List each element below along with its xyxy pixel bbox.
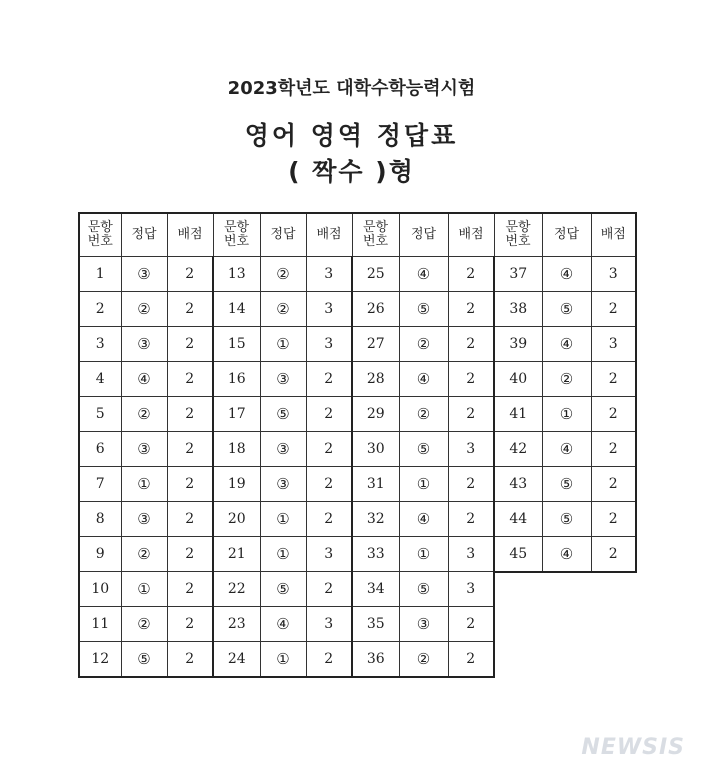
- table-row: [494, 327, 636, 362]
- answer-cell: ④: [121, 362, 167, 397]
- answer-cell: ②: [542, 362, 591, 397]
- points-cell: 2: [448, 502, 494, 537]
- answer-cell: ②: [121, 537, 167, 572]
- question-number: 43: [494, 467, 542, 502]
- table-row: [494, 432, 636, 467]
- points-cell: 2: [591, 292, 636, 327]
- points-cell: 2: [306, 432, 352, 467]
- table-row: [352, 292, 494, 327]
- table-row: [213, 257, 352, 292]
- points-cell: 3: [591, 257, 636, 292]
- table-row: [213, 572, 352, 607]
- table-row: [79, 537, 213, 572]
- question-number: 24: [213, 642, 260, 678]
- answer-cell: ②: [260, 257, 306, 292]
- table-row: [352, 572, 494, 607]
- question-number: 18: [213, 432, 260, 467]
- table-row: [79, 257, 213, 292]
- header-row: [213, 213, 352, 257]
- table-row: [79, 432, 213, 467]
- points-cell: 2: [167, 432, 213, 467]
- question-number: 31: [352, 467, 399, 502]
- question-number: 29: [352, 397, 399, 432]
- table-row: [352, 257, 494, 292]
- answer-cell: ③: [121, 327, 167, 362]
- points-cell: 2: [167, 327, 213, 362]
- number-header-line-1: 문항: [505, 220, 531, 235]
- table-row: [213, 642, 352, 678]
- points-cell: 2: [306, 642, 352, 678]
- question-number: 36: [352, 642, 399, 678]
- points-cell: 2: [591, 397, 636, 432]
- question-number: 41: [494, 397, 542, 432]
- points-header: 배점: [591, 213, 636, 257]
- question-number: 8: [79, 502, 121, 537]
- points-cell: 3: [448, 537, 494, 572]
- points-cell: 2: [306, 467, 352, 502]
- answer-cell: ②: [399, 327, 448, 362]
- question-number: 11: [79, 607, 121, 642]
- header-row: [79, 213, 213, 257]
- answer-cell: ⑤: [121, 642, 167, 678]
- table-row: [79, 502, 213, 537]
- answer-cell: ⑤: [260, 572, 306, 607]
- points-cell: 2: [167, 362, 213, 397]
- table-row: [213, 292, 352, 327]
- answer-cell: ①: [399, 467, 448, 502]
- answer-cell: ④: [399, 257, 448, 292]
- table-row: [79, 362, 213, 397]
- question-number: 23: [213, 607, 260, 642]
- table-row: [352, 502, 494, 537]
- answer-cell: ①: [260, 502, 306, 537]
- answer-cell: ①: [260, 537, 306, 572]
- question-number: 26: [352, 292, 399, 327]
- number-header-line-1: 문항: [87, 220, 113, 235]
- question-number: 19: [213, 467, 260, 502]
- answer-cell: ③: [121, 257, 167, 292]
- question-number: 38: [494, 292, 542, 327]
- question-number: 44: [494, 502, 542, 537]
- points-cell: 2: [167, 537, 213, 572]
- table-row: [494, 397, 636, 432]
- points-cell: 2: [591, 537, 636, 573]
- answer-cell: ⑤: [260, 397, 306, 432]
- exam-type-title: ( 짝수 )형: [288, 157, 415, 186]
- answer-cell: ③: [399, 607, 448, 642]
- answer-cell: ⑤: [399, 292, 448, 327]
- answer-cell: ②: [121, 397, 167, 432]
- answer-cell: ⑤: [542, 292, 591, 327]
- answer-cell: ③: [121, 432, 167, 467]
- answer-cell: ③: [260, 362, 306, 397]
- answer-header: 정답: [399, 213, 448, 257]
- table-row: [213, 432, 352, 467]
- answer-cell: ②: [121, 607, 167, 642]
- answer-cell: ①: [121, 467, 167, 502]
- answer-cell: ④: [542, 257, 591, 292]
- question-number: 30: [352, 432, 399, 467]
- points-cell: 2: [306, 362, 352, 397]
- answer-cell: ④: [542, 432, 591, 467]
- table-row: [494, 292, 636, 327]
- points-cell: 2: [167, 467, 213, 502]
- table-row: [494, 257, 636, 292]
- header-row: [352, 213, 494, 257]
- answer-header: 정답: [542, 213, 591, 257]
- question-number: 15: [213, 327, 260, 362]
- points-cell: 2: [167, 502, 213, 537]
- points-cell: 2: [591, 432, 636, 467]
- points-cell: 2: [448, 642, 494, 678]
- answer-block-1: [78, 212, 214, 678]
- table-row: [352, 607, 494, 642]
- answer-cell: ④: [260, 607, 306, 642]
- points-cell: 2: [448, 292, 494, 327]
- question-number: 20: [213, 502, 260, 537]
- answer-cell: ②: [399, 397, 448, 432]
- table-row: [494, 467, 636, 502]
- answer-block-2: [212, 212, 353, 678]
- table-row: [79, 292, 213, 327]
- table-row: [494, 537, 636, 573]
- question-number: 10: [79, 572, 121, 607]
- points-cell: 3: [306, 257, 352, 292]
- question-number: 6: [79, 432, 121, 467]
- question-number: 3: [79, 327, 121, 362]
- answer-cell: ②: [260, 292, 306, 327]
- points-cell: 2: [167, 642, 213, 678]
- points-header: 배점: [448, 213, 494, 257]
- points-cell: 3: [306, 537, 352, 572]
- points-cell: 2: [448, 327, 494, 362]
- answer-cell: ①: [260, 642, 306, 678]
- answer-cell: ②: [121, 292, 167, 327]
- number-header-line-2: 번호: [223, 234, 250, 249]
- table-row: [352, 362, 494, 397]
- points-cell: 3: [448, 432, 494, 467]
- table-row: [352, 642, 494, 678]
- table-row: [494, 362, 636, 397]
- answer-cell: ④: [399, 362, 448, 397]
- question-number: 34: [352, 572, 399, 607]
- points-cell: 2: [448, 607, 494, 642]
- question-number: 37: [494, 257, 542, 292]
- table-row: [213, 502, 352, 537]
- number-header: [494, 213, 542, 257]
- answer-cell: ①: [399, 537, 448, 572]
- question-number: 32: [352, 502, 399, 537]
- question-number: 45: [494, 537, 542, 573]
- table-row: [213, 327, 352, 362]
- table-row: [79, 467, 213, 502]
- points-cell: 3: [306, 292, 352, 327]
- points-cell: 2: [448, 257, 494, 292]
- question-number: 4: [79, 362, 121, 397]
- number-header-line-2: 번호: [505, 234, 531, 249]
- answer-cell: ②: [399, 642, 448, 678]
- question-number: 25: [352, 257, 399, 292]
- question-number: 17: [213, 397, 260, 432]
- answer-cell: ④: [542, 327, 591, 362]
- question-number: 22: [213, 572, 260, 607]
- points-cell: 2: [167, 572, 213, 607]
- newsis-watermark: NEWSIS: [581, 735, 685, 760]
- points-cell: 2: [167, 257, 213, 292]
- subject-title: 영어 영역 정답표: [244, 121, 459, 150]
- number-header-line-1: 문항: [223, 220, 250, 235]
- points-cell: 2: [306, 502, 352, 537]
- table-row: [213, 397, 352, 432]
- points-cell: 3: [306, 327, 352, 362]
- points-cell: 3: [448, 572, 494, 607]
- answer-cell: ④: [399, 502, 448, 537]
- points-cell: 2: [448, 467, 494, 502]
- table-row: [213, 607, 352, 642]
- answer-cell: ④: [542, 537, 591, 573]
- number-header-line-2: 번호: [87, 234, 113, 249]
- points-cell: 2: [591, 502, 636, 537]
- points-cell: 2: [306, 397, 352, 432]
- answer-cell: ①: [542, 397, 591, 432]
- question-number: 12: [79, 642, 121, 678]
- points-cell: 2: [448, 362, 494, 397]
- question-number: 40: [494, 362, 542, 397]
- answer-cell: ①: [260, 327, 306, 362]
- question-number: 14: [213, 292, 260, 327]
- answer-cell: ③: [260, 467, 306, 502]
- question-number: 27: [352, 327, 399, 362]
- points-cell: 2: [167, 292, 213, 327]
- table-row: [79, 572, 213, 607]
- table-row: [352, 327, 494, 362]
- question-number: 1: [79, 257, 121, 292]
- points-cell: 2: [591, 467, 636, 502]
- answer-cell: ⑤: [399, 572, 448, 607]
- points-header: 배점: [306, 213, 352, 257]
- table-row: [352, 432, 494, 467]
- table-row: [79, 397, 213, 432]
- answer-cell: ③: [121, 502, 167, 537]
- number-header-line-2: 번호: [362, 234, 389, 249]
- question-number: 35: [352, 607, 399, 642]
- table-row: [79, 642, 213, 678]
- answer-cell: ①: [121, 572, 167, 607]
- table-row: [352, 397, 494, 432]
- points-cell: 3: [591, 327, 636, 362]
- answer-header: 정답: [260, 213, 306, 257]
- answer-cell: ⑤: [542, 467, 591, 502]
- number-header: [213, 213, 260, 257]
- points-cell: 3: [306, 607, 352, 642]
- question-number: 16: [213, 362, 260, 397]
- table-row: [213, 537, 352, 572]
- exam-year-title: 2023학년도 대학수학능력시험: [227, 78, 476, 99]
- table-row: [79, 607, 213, 642]
- question-number: 21: [213, 537, 260, 572]
- answer-block-4: [493, 212, 637, 573]
- table-row: [213, 362, 352, 397]
- table-row: [352, 537, 494, 572]
- answer-block-3: [351, 212, 495, 678]
- question-number: 33: [352, 537, 399, 572]
- question-number: 9: [79, 537, 121, 572]
- question-number: 2: [79, 292, 121, 327]
- answer-cell: ⑤: [542, 502, 591, 537]
- answer-header: 정답: [121, 213, 167, 257]
- table-row: [494, 502, 636, 537]
- number-header: [79, 213, 121, 257]
- points-cell: 2: [306, 572, 352, 607]
- question-number: 39: [494, 327, 542, 362]
- table-row: [213, 467, 352, 502]
- question-number: 42: [494, 432, 542, 467]
- question-number: 7: [79, 467, 121, 502]
- number-header: [352, 213, 399, 257]
- points-cell: 2: [167, 397, 213, 432]
- points-cell: 2: [591, 362, 636, 397]
- points-cell: 2: [167, 607, 213, 642]
- points-header: 배점: [167, 213, 213, 257]
- header-row: [494, 213, 636, 257]
- question-number: 5: [79, 397, 121, 432]
- number-header-line-1: 문항: [362, 220, 389, 235]
- answer-cell: ⑤: [399, 432, 448, 467]
- question-number: 13: [213, 257, 260, 292]
- table-row: [352, 467, 494, 502]
- answer-cell: ③: [260, 432, 306, 467]
- question-number: 28: [352, 362, 399, 397]
- table-row: [79, 327, 213, 362]
- points-cell: 2: [448, 397, 494, 432]
